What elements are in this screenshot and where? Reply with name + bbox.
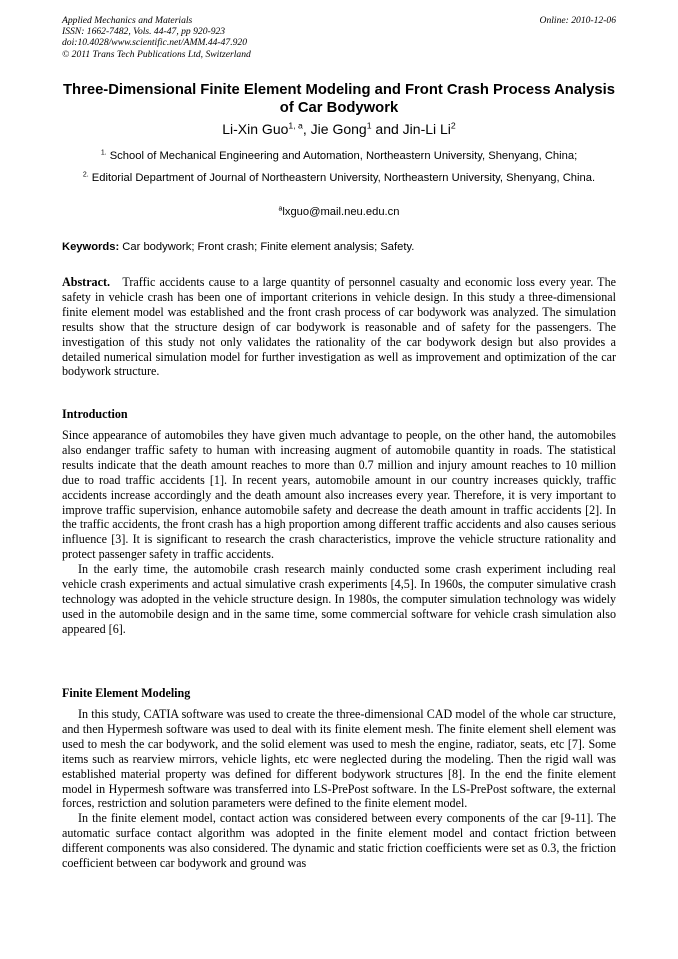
author-email	[62, 205, 616, 220]
author-name: Li-Xin Guo	[222, 121, 289, 137]
author-separator: ,	[302, 121, 311, 137]
section-finite-element-modeling	[62, 707, 616, 871]
issn-line: ISSN: 1662-7482, Vols. 44-47, pp 920-923	[62, 26, 226, 38]
copyright-line: © 2011 Trans Tech Publications Ltd, Switzerland	[62, 48, 251, 60]
abstract-label: Abstract.	[62, 275, 111, 289]
doi-line: doi:10.4028/www.scientific.net/AMM.44-47.920	[62, 37, 248, 49]
journal-name: Applied Mechanics and Materials	[62, 15, 193, 26]
author-affiliation-mark: 1	[366, 120, 372, 131]
section-heading-introduction: Introduction	[62, 407, 128, 421]
author-affiliation-mark: 2	[450, 120, 456, 131]
email-text: lxguo@mail.neu.edu.cn	[282, 206, 400, 218]
email-mark: a	[278, 205, 283, 213]
author-name: Jie Gong	[310, 121, 367, 137]
affiliation-number: 1.	[100, 149, 107, 157]
author-list	[62, 120, 616, 138]
author-name: Jin-Li Li	[402, 121, 451, 137]
affiliation-1	[62, 149, 616, 165]
section-heading-finite-element-modeling: Finite Element Modeling	[62, 686, 191, 700]
affiliation-text: Editorial Department of Journal of Northeastern University, Northeastern University, Shenyang, China.	[88, 172, 596, 184]
paper-title: Three-Dimensional Finite Element Modeling and Front Crash Process Analysis of Car Bodywork	[63, 82, 615, 116]
paragraph: In this study, CATIA software was used to create the three-dimensional CAD model of the whole car structure, and then Hypermesh software was used to deal with its finite element mesh. The finite element shell element was used to mesh the car bodywork, and the solid element was used to mesh the engine, radiator, seats, etc [7]. Some items such as rearview mirrors, vehicle lights, etc were neglected during the modeling. Then the rigid wall was established material property was defined for different bodywork structures [8]. In the end the finite element model in Hypermesh software was transferred into LS-PrePost software. In the LS-PrePost software, the external forces, restriction and solution parameters were defined to the finite element model.	[62, 707, 616, 811]
abstract-text: Traffic accidents cause to a large quantity of personnel casualty and economic loss every year. The safety in vehicle crash has been one of important criterions in vehicle design. In this study a three-dimensional finite element model was established and the front crash process of car bodywork was analyzed. The simulation results show that the structure design of car bodywork is reasonable and of safety for the passengers. The investigation of this study not only validates the rationality of the car bodywork design but also provides a detailed numerical simulation model for further investigation as well as improvement and optimization of the car bodywork structure.	[62, 275, 616, 379]
keywords-text: Car bodywork; Front crash; Finite element analysis; Safety.	[119, 241, 415, 253]
journal-header	[62, 15, 251, 60]
online-date: Online: 2010-12-06	[539, 15, 616, 26]
keywords-label: Keywords:	[62, 241, 120, 253]
paragraph: In the early time, the automobile crash research mainly conducted some crash experiment including real vehicle crash experiments and actual simulative crash experiments [4,5]. In 1960s, the computer simulative crash technology was adopted in the vehicle structure design. In 1980s, the computer simulation technology was widely used in the automobile design and in the same time, some commercial software for vehicle crash simulation also appeared [6].	[62, 562, 616, 636]
keywords	[62, 240, 616, 255]
author-affiliation-mark: 1, a	[288, 120, 303, 131]
affiliation-text: School of Mechanical Engineering and Automation, Northeastern University, Shenyang, China;	[106, 150, 578, 162]
abstract	[62, 275, 616, 379]
affiliation-number: 2.	[82, 171, 89, 179]
paragraph: In the finite element model, contact action was considered between every components of the car [9-11]. The automatic surface contact algorithm was adopted in the finite element model and contact friction between different components was also considered. The dynamic and static friction coefficients were set as 0.3, the friction coefficient between car bodywork and ground was	[62, 811, 616, 871]
section-introduction	[62, 428, 616, 637]
affiliation-2	[62, 171, 616, 187]
paragraph: Since appearance of automobiles they have given much advantage to people, on the other hand, the automobiles also endanger traffic safety to human with increasing augment of automobile quantity in roads. The statistical results indicate that the death amount reaches to more than 0.7 million and injury amount reaches to 10 million due to road traffic accidents [1]. In recent years, automobile amount in our country increases quickly, traffic accidents increase accordingly and the death amount also increases every year. Therefore, it is very important to improve traffic supervision, enhance automobile safety and decrease the death amount in traffic accidents [2]. In the traffic accidents, the front crash has a high proportion among different traffic accidents and also causes serious influence [3]. It is significant to research the crash characteristics, improve the vehicle structure rationality and protect passenger safety in traffic accidents.	[62, 428, 616, 562]
author-separator: and	[371, 121, 403, 137]
